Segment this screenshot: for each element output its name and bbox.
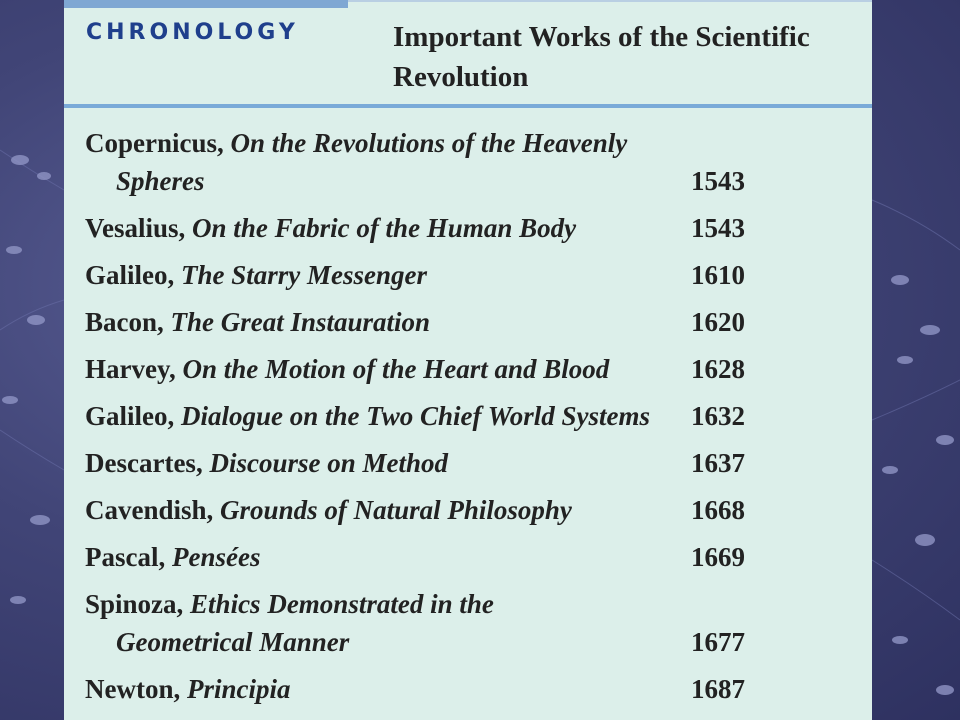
work-title: Dialogue on the Two Chief World Systems [181, 401, 651, 431]
work-year: 1668 [691, 495, 745, 525]
work-entry [85, 303, 665, 341]
work-entry [85, 397, 665, 435]
chronology-panel [64, 0, 872, 720]
work-title: On the Revolutions of the Heavenly Spheres [116, 128, 628, 196]
work-year: 1543 [691, 213, 745, 243]
work-author: Cavendish, [85, 495, 214, 525]
work-title: Pensées [172, 542, 261, 572]
work-year: 1637 [691, 448, 745, 478]
work-author: Descartes, [85, 448, 203, 478]
work-title: On the Fabric of the Human Body [192, 213, 577, 243]
work-year: 1628 [691, 354, 745, 384]
work-year: 1677 [691, 627, 745, 657]
work-author: Bacon, [85, 307, 164, 337]
work-entry [85, 444, 665, 482]
work-title: Grounds of Natural Philosophy [220, 495, 572, 525]
work-year: 1687 [691, 674, 745, 704]
work-year: 1669 [691, 542, 745, 572]
work-author: Galileo, [85, 260, 175, 290]
work-entry [85, 124, 665, 200]
work-entry [85, 538, 665, 576]
works-list [64, 0, 872, 720]
work-title: Ethics Demonstrated in the Geometrical Manner [116, 589, 494, 657]
work-title: Discourse on Method [209, 448, 448, 478]
work-year: 1610 [691, 260, 745, 290]
work-author: Vesalius, [85, 213, 186, 243]
work-author: Copernicus, [85, 128, 224, 158]
work-author: Newton, [85, 674, 181, 704]
work-title: On the Motion of the Heart and Blood [182, 354, 610, 384]
work-entry [85, 670, 665, 708]
work-year: 1620 [691, 307, 745, 337]
work-title: Principia [187, 674, 291, 704]
work-title: The Starry Messenger [181, 260, 428, 290]
work-year: 1632 [691, 401, 745, 431]
chronology-label: CHRONOLOGY [86, 20, 299, 45]
work-title: The Great Instauration [170, 307, 431, 337]
work-entry [85, 350, 665, 388]
work-entry [85, 585, 555, 661]
work-entry [85, 209, 665, 247]
work-author: Galileo, [85, 401, 175, 431]
work-author: Harvey, [85, 354, 176, 384]
work-entry [85, 491, 665, 529]
panel-title: Important Works of the Scientific Revolution [393, 21, 810, 93]
work-author: Pascal, [85, 542, 166, 572]
work-author: Spinoza, [85, 589, 184, 619]
work-entry [85, 256, 665, 294]
work-year: 1543 [691, 166, 745, 196]
